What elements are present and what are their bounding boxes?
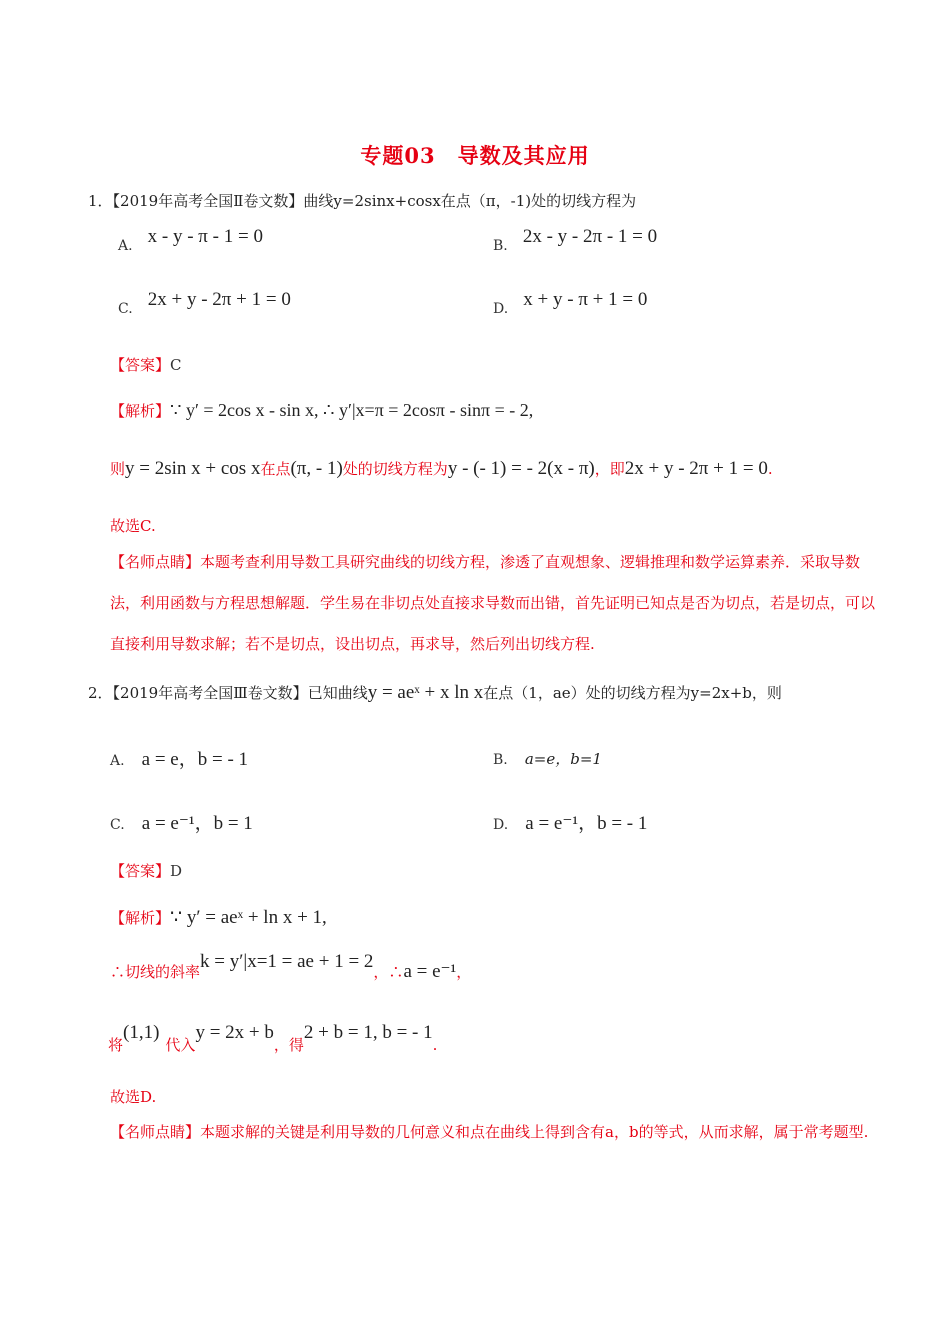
question-source: 【2019年高考全国Ⅲ卷文数】 (112, 684, 308, 702)
option-expression: x + y - π + 1 = 0 (523, 289, 648, 310)
q1-option-d (493, 289, 648, 319)
q1-option-a (118, 226, 263, 256)
q2-answer (110, 860, 182, 881)
option-expression: a = e，b = - 1 (141, 749, 249, 770)
q2-conclusion: 故选D. (110, 1088, 157, 1106)
option-expression: 2x - y - 2π - 1 = 0 (522, 226, 658, 247)
analysis-text: ，∴ (373, 963, 404, 981)
question-expression: y = aeˣ + x ln x (367, 682, 484, 703)
page-title: 专题03 导数及其应用 (360, 143, 590, 168)
analysis-text: 将 (108, 1036, 124, 1054)
q2-analysis-line3 (108, 1022, 438, 1054)
question-text: 在点（1，ae）处的切线方程为y=2x+b，则 (483, 684, 782, 702)
option-letter: D. (493, 301, 509, 317)
answer-value: D (170, 862, 183, 880)
option-expression: 2x + y - 2π + 1 = 0 (147, 289, 291, 310)
analysis-text: ∴切线的斜率 (110, 963, 201, 981)
analysis-label: 【解析】 (110, 402, 171, 420)
q1-tip (110, 542, 875, 665)
option-letter: D. (493, 817, 509, 833)
analysis-expression: k = y′|x=1 = ae + 1 = 2 (200, 951, 374, 972)
analysis-expression: y - (- 1) = - 2(x - π) (447, 458, 595, 479)
q1-answer (110, 354, 182, 375)
answer-value: C (170, 356, 182, 374)
question-text: 已知曲线 (307, 684, 368, 702)
tip-text: 本题考查利用导数工具研究曲线的切线方程，渗透了直观想象、逻辑推理和数学运算素养．采取导数法，利用函数与方程思想解题．学生易在非切点处直接求导数而出错，首先证明已知点是否为切点，若是切点，可以直接利用导数求解；若不是切点，设出切点，再求导，然后列出切线方程. (110, 553, 876, 653)
tip-label: 【名师点睛】 (110, 1123, 201, 1141)
analysis-expression: ∵ y′ = aeˣ + ln x + 1, (170, 907, 327, 928)
q2-tip (110, 1112, 875, 1153)
tip-text: 本题求解的关键是利用导数的几何意义和点在曲线上得到含有a，b的等式，从而求解，属于常考题型. (200, 1123, 869, 1141)
q2-option-d (493, 808, 647, 835)
question-text: 曲线y=2sinx+cosx在点（π，-1)处的切线方程为 (303, 192, 637, 210)
analysis-expression: 2 + b = 1, b = - 1 (303, 1022, 433, 1043)
option-letter: B. (493, 238, 508, 254)
answer-label: 【答案】 (110, 862, 171, 880)
analysis-expression: 2x + y - 2π + 1 = 0 (624, 458, 768, 479)
analysis-text: ， (456, 963, 472, 981)
analysis-text: ，得 (273, 1036, 304, 1054)
answer-label: 【答案】 (110, 356, 171, 374)
option-letter: C. (118, 301, 133, 317)
analysis-expression: ∵ y′ = 2cos x - sin x, ∴ y′|x=π = 2cosπ - sinπ = - 2, (170, 400, 534, 420)
q2-option-a (110, 744, 248, 771)
analysis-text: 则 (110, 460, 126, 478)
q2-option-b (493, 748, 602, 769)
tip-label: 【名师点睛】 (110, 553, 201, 571)
option-letter: C. (110, 817, 125, 833)
q2-analysis-line1 (110, 906, 327, 929)
analysis-expression: a = e⁻¹ (403, 961, 457, 982)
question-2-stem (88, 682, 782, 704)
option-letter: B. (493, 752, 508, 768)
analysis-expression: (π, - 1) (290, 458, 343, 479)
analysis-expression: y = 2x + b (195, 1022, 274, 1043)
analysis-expression: y = 2sin x + cos x (125, 458, 261, 479)
option-letter: A. (118, 238, 133, 254)
q1-analysis-line1 (110, 400, 533, 421)
analysis-label: 【解析】 (110, 909, 171, 927)
q1-analysis-line2 (110, 458, 773, 480)
analysis-expression: (1,1) (123, 1022, 160, 1043)
option-letter: A. (110, 753, 125, 769)
question-number: 2． (88, 684, 113, 702)
analysis-text: 在点 (260, 460, 291, 478)
question-number: 1． (88, 192, 113, 210)
option-expression: x - y - π - 1 = 0 (147, 226, 263, 247)
analysis-text: . (767, 460, 773, 478)
analysis-text: ，即 (594, 460, 625, 478)
question-1-stem (88, 190, 636, 211)
option-expression: a = e⁻¹，b = - 1 (525, 813, 648, 834)
analysis-text: . (432, 1036, 438, 1054)
q1-conclusion: 故选C. (110, 517, 156, 535)
q2-option-c (110, 808, 253, 835)
question-source: 【2019年高考全国Ⅱ卷文数】 (112, 192, 304, 210)
q1-option-b (493, 226, 658, 256)
option-expression: a = e⁻¹，b = 1 (141, 813, 253, 834)
q1-option-c (118, 289, 291, 319)
q2-analysis-line2 (110, 951, 472, 983)
option-expression: a=e，b=1 (524, 750, 602, 768)
analysis-text: 代入 (165, 1036, 196, 1054)
analysis-text: 处的切线方程为 (342, 460, 448, 478)
